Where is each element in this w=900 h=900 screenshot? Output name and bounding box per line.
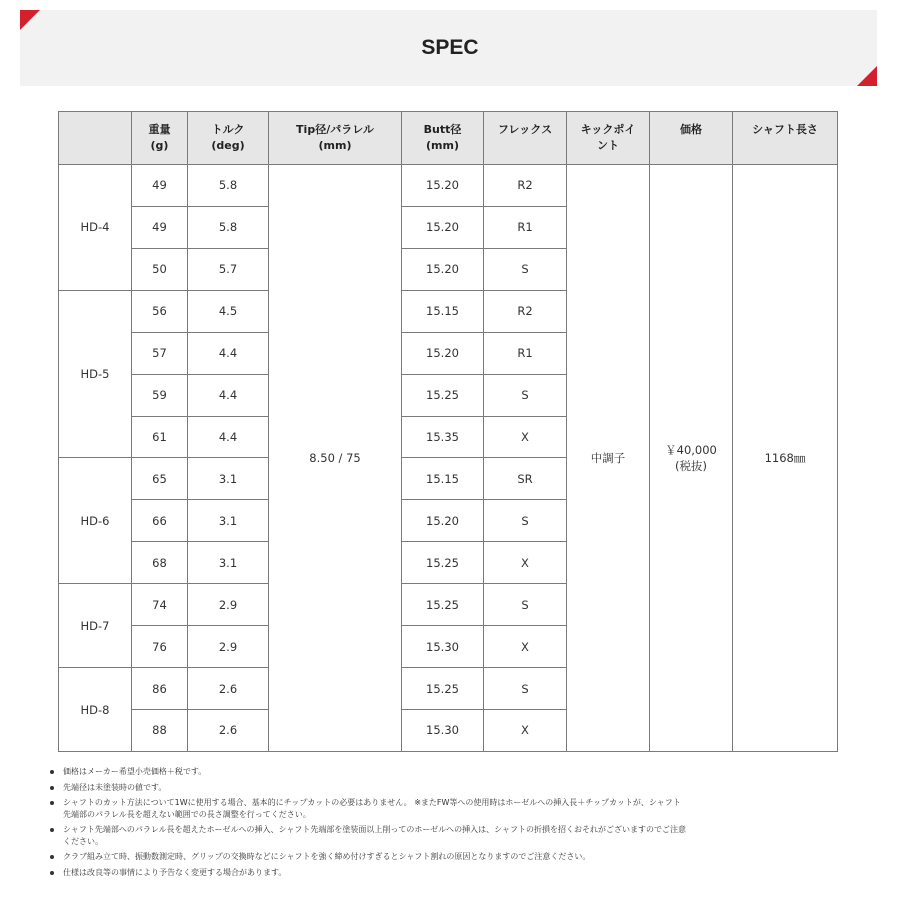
butt-diameter-cell: 15.30 xyxy=(402,626,484,668)
weight-cell: 57 xyxy=(132,332,188,374)
butt-diameter-cell: 15.20 xyxy=(402,500,484,542)
header-kick-point: キックポイ ント xyxy=(567,112,650,165)
header-tip-diameter: Tip径/パラレル (mm) xyxy=(269,112,402,165)
weight-cell: 49 xyxy=(132,206,188,248)
note-item xyxy=(47,851,807,863)
spec-table xyxy=(58,111,838,752)
bullet-icon xyxy=(50,801,54,805)
note-text: 価格はメーカー希望小売価格＋税です。 xyxy=(63,767,207,776)
butt-diameter-cell: 15.25 xyxy=(402,542,484,584)
torque-cell: 5.7 xyxy=(188,248,269,290)
weight-cell: 49 xyxy=(132,165,188,207)
butt-diameter-cell: 15.20 xyxy=(402,165,484,207)
bullet-icon xyxy=(50,828,54,832)
note-item xyxy=(47,782,807,794)
butt-diameter-cell: 15.25 xyxy=(402,374,484,416)
flex-cell: X xyxy=(484,416,567,458)
butt-diameter-cell: 15.20 xyxy=(402,332,484,374)
torque-cell: 2.6 xyxy=(188,668,269,710)
torque-cell: 4.4 xyxy=(188,374,269,416)
flex-cell: S xyxy=(484,584,567,626)
butt-diameter-cell: 15.25 xyxy=(402,668,484,710)
flex-cell: X xyxy=(484,542,567,584)
header-model xyxy=(59,112,132,165)
torque-cell: 4.4 xyxy=(188,332,269,374)
flex-cell: R1 xyxy=(484,206,567,248)
header-shaft-length: シャフト長さ xyxy=(733,112,838,165)
bullet-icon xyxy=(50,786,54,790)
flex-cell: R2 xyxy=(484,290,567,332)
bullet-icon xyxy=(50,855,54,859)
torque-cell: 2.9 xyxy=(188,626,269,668)
note-item xyxy=(47,824,807,847)
note-item xyxy=(47,797,807,820)
weight-cell: 66 xyxy=(132,500,188,542)
note-text: シャフト先端部へのパラレル長を超えたホーゼルへの挿入、シャフト先端部を塗装面以上削ってのホーゼルへの挿入は、シャフトの折損を招くおそれがございますのでご注意 xyxy=(63,825,686,834)
weight-cell: 61 xyxy=(132,416,188,458)
header-weight: 重量 (g) xyxy=(132,112,188,165)
torque-cell: 2.9 xyxy=(188,584,269,626)
flex-cell: SR xyxy=(484,458,567,500)
torque-cell: 5.8 xyxy=(188,165,269,207)
weight-cell: 86 xyxy=(132,668,188,710)
weight-cell: 74 xyxy=(132,584,188,626)
kick-point-cell: 中調子 xyxy=(567,165,650,752)
header-butt-diameter: Butt径 (mm) xyxy=(402,112,484,165)
flex-cell: S xyxy=(484,374,567,416)
flex-cell: R2 xyxy=(484,165,567,207)
corner-accent-bottom-right xyxy=(857,66,877,86)
shaft-length-cell: 1168㎜ xyxy=(733,165,838,752)
torque-cell: 3.1 xyxy=(188,458,269,500)
torque-cell: 4.4 xyxy=(188,416,269,458)
weight-cell: 59 xyxy=(132,374,188,416)
corner-accent-top-left xyxy=(20,10,40,30)
tip-diameter-cell: 8.50 / 75 xyxy=(269,165,402,752)
price-tax-note: (税抜) xyxy=(675,459,707,473)
flex-cell: S xyxy=(484,668,567,710)
table-header-row xyxy=(59,112,838,165)
weight-cell: 76 xyxy=(132,626,188,668)
note-text: ください。 xyxy=(63,836,103,846)
note-item xyxy=(47,766,807,778)
model-name: HD-8 xyxy=(59,668,132,752)
price-value: ￥40,000 xyxy=(665,443,717,457)
model-name: HD-6 xyxy=(59,458,132,584)
flex-cell: R1 xyxy=(484,332,567,374)
model-name: HD-5 xyxy=(59,290,132,458)
note-item xyxy=(47,867,807,879)
table-row xyxy=(59,165,838,207)
weight-cell: 88 xyxy=(132,709,188,751)
note-text: 先端径は未塗装時の値です。 xyxy=(63,782,167,792)
flex-cell: X xyxy=(484,626,567,668)
weight-cell: 50 xyxy=(132,248,188,290)
butt-diameter-cell: 15.30 xyxy=(402,709,484,751)
bullet-icon xyxy=(50,770,54,774)
model-name: HD-4 xyxy=(59,165,132,291)
torque-cell: 3.1 xyxy=(188,542,269,584)
bullet-icon xyxy=(50,871,54,875)
weight-cell: 56 xyxy=(132,290,188,332)
weight-cell: 68 xyxy=(132,542,188,584)
butt-diameter-cell: 15.20 xyxy=(402,248,484,290)
page-title: SPEC xyxy=(421,36,479,59)
butt-diameter-cell: 15.25 xyxy=(402,584,484,626)
torque-cell: 2.6 xyxy=(188,709,269,751)
flex-cell: S xyxy=(484,248,567,290)
torque-cell: 3.1 xyxy=(188,500,269,542)
header-flex: フレックス xyxy=(484,112,567,165)
flex-cell: X xyxy=(484,709,567,751)
weight-cell: 65 xyxy=(132,458,188,500)
notes-list xyxy=(47,766,807,882)
butt-diameter-cell: 15.35 xyxy=(402,416,484,458)
header-price: 価格 xyxy=(650,112,733,165)
butt-diameter-cell: 15.15 xyxy=(402,290,484,332)
butt-diameter-cell: 15.20 xyxy=(402,206,484,248)
note-text: シャフトのカット方法について1Wに使用する場合、基本的にチップカットの必要はありません。 ※またFW等への使用時はホーゼルへの挿入長＋チップカットが、シャフト xyxy=(63,798,681,807)
header-torque: トルク (deg) xyxy=(188,112,269,165)
note-text: クラブ組み立て時、振動数測定時、グリップの交換時などにシャフトを強く締め付けすぎるとシャフト割れの原因となりますのでご注意ください。 xyxy=(63,852,591,861)
note-text: 先端部のパラレル長を超えない範囲での長さ調整を行ってください。 xyxy=(63,809,311,819)
flex-cell: S xyxy=(484,500,567,542)
torque-cell: 4.5 xyxy=(188,290,269,332)
butt-diameter-cell: 15.15 xyxy=(402,458,484,500)
price-cell xyxy=(650,165,733,752)
note-text: 仕様は改良等の事情により予告なく変更する場合があります。 xyxy=(63,867,287,877)
torque-cell: 5.8 xyxy=(188,206,269,248)
model-name: HD-7 xyxy=(59,584,132,668)
